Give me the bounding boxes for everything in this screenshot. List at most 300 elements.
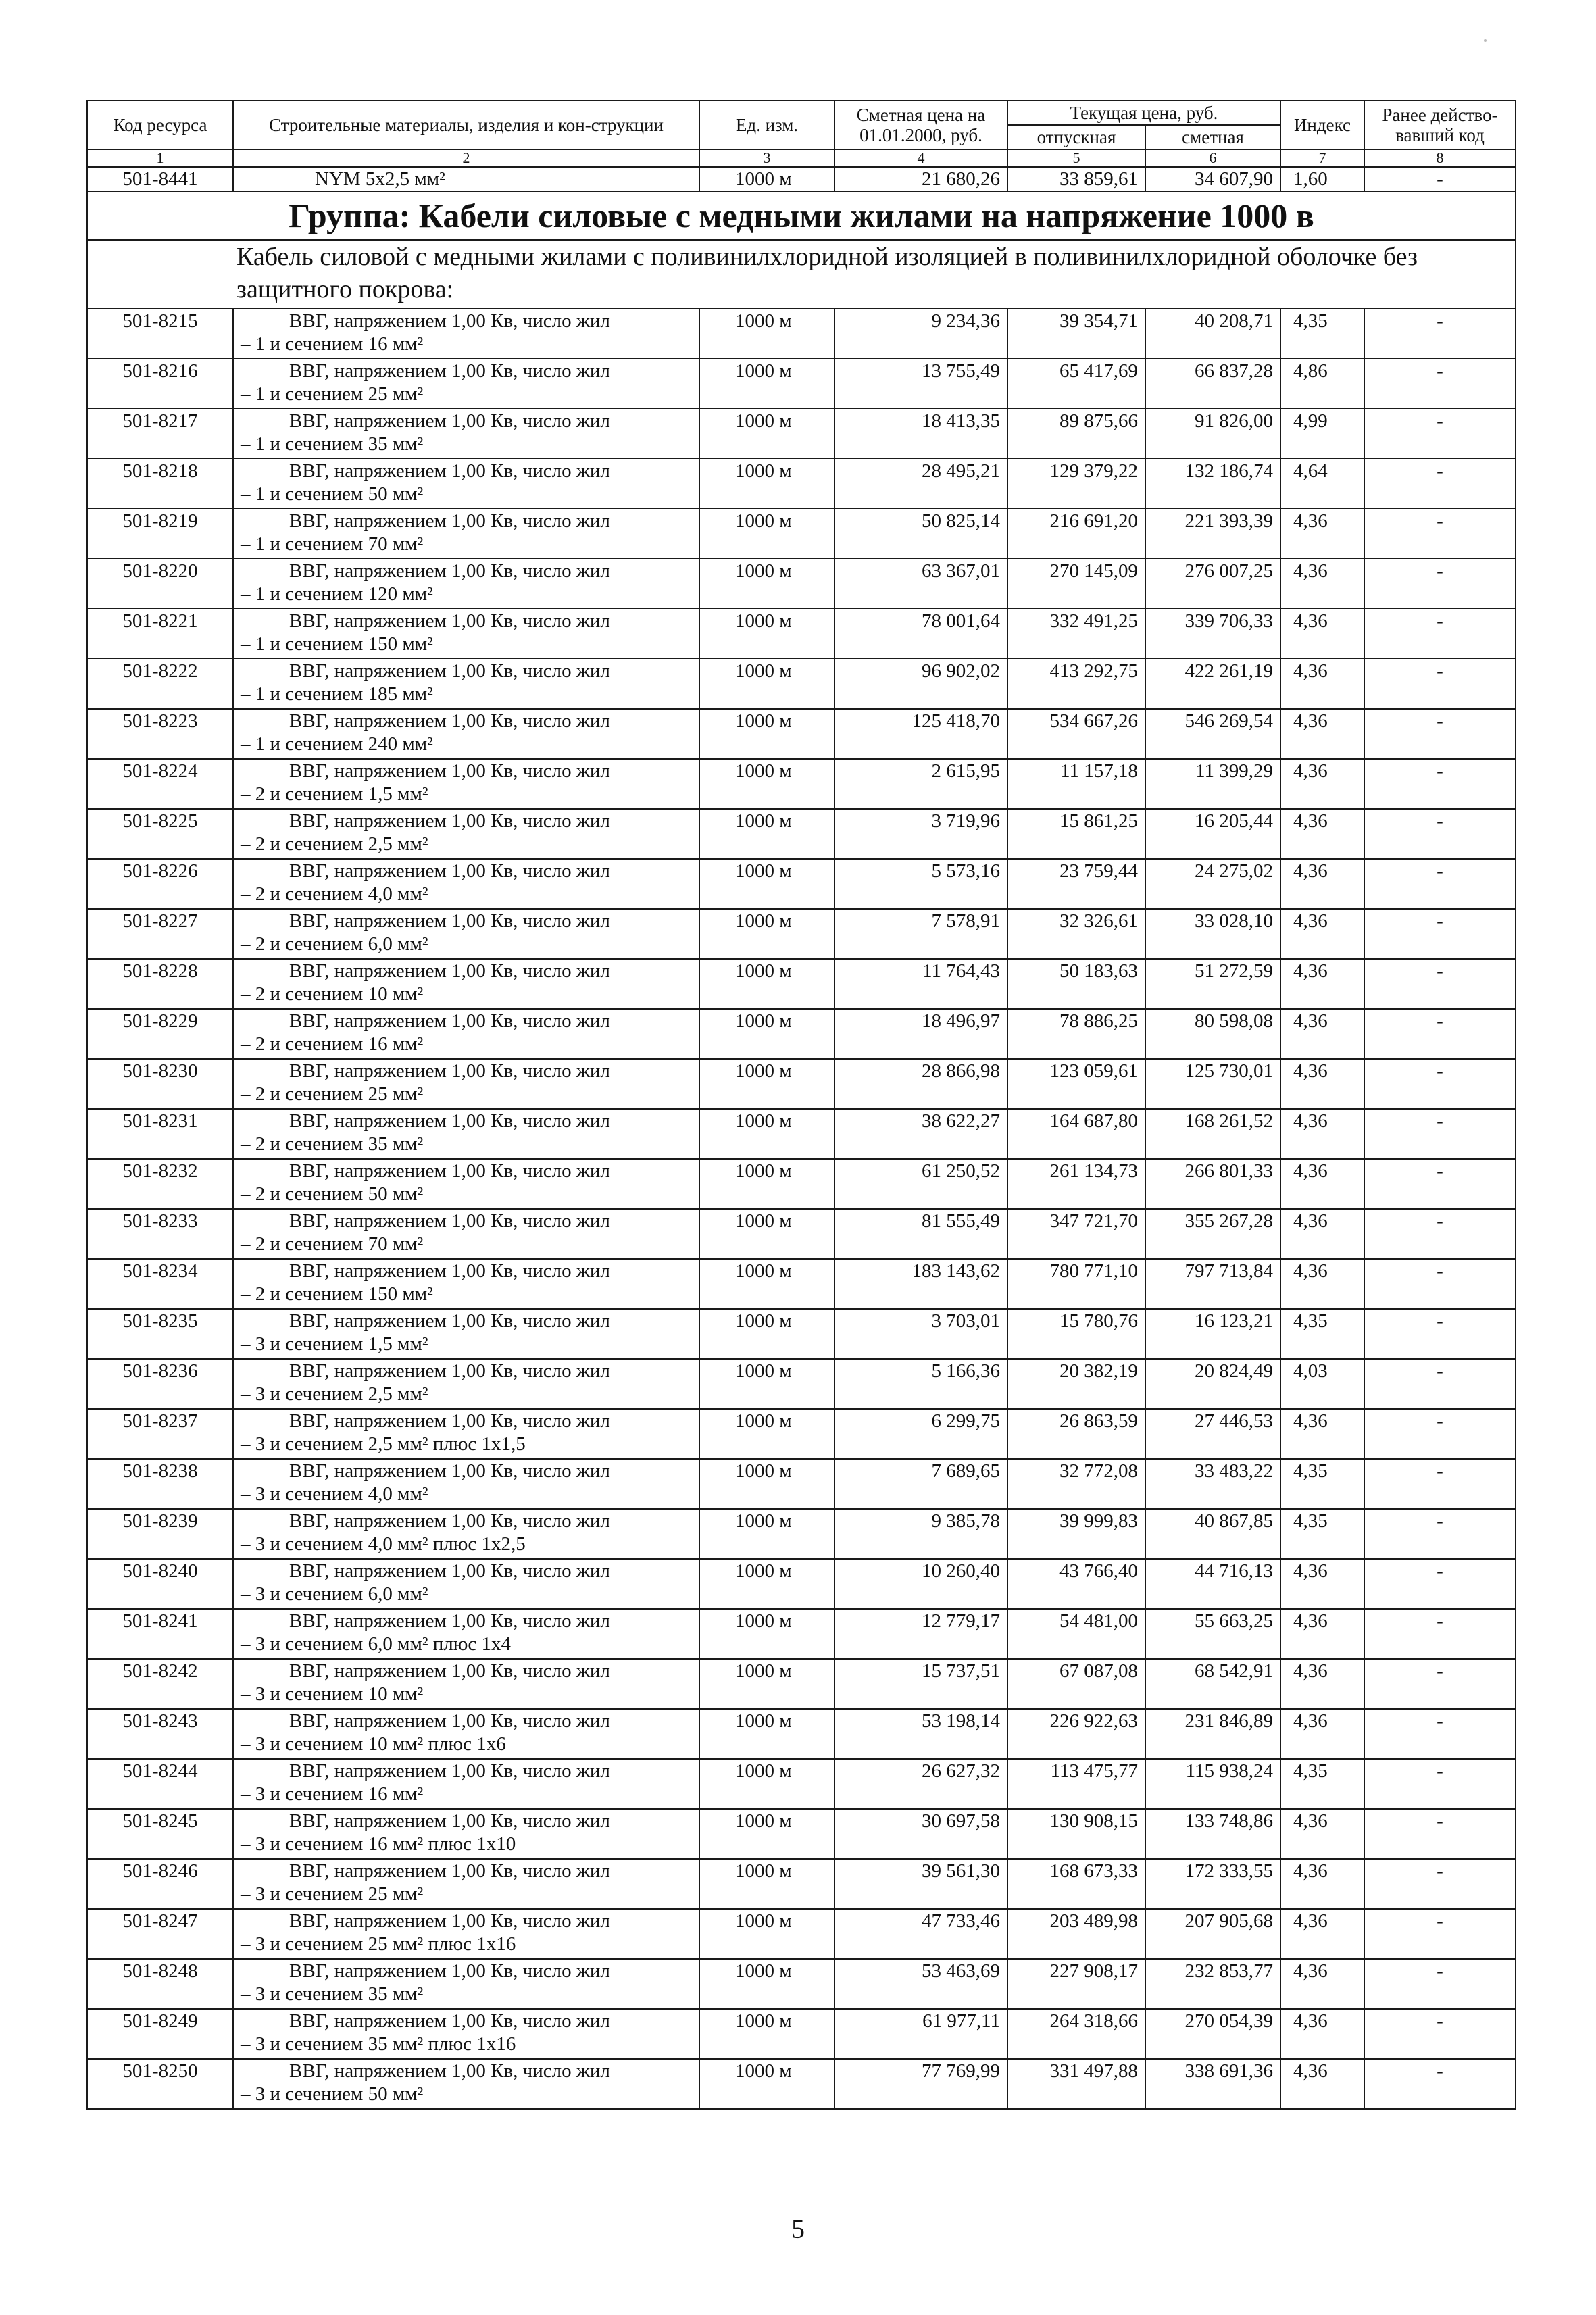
material-name-line1: ВВГ, напряжением 1,00 Кв, число жил bbox=[289, 1210, 610, 1232]
base-price: 53 198,14 bbox=[834, 1709, 1007, 1759]
material-name-line1: ВВГ, напряжением 1,00 Кв, число жил bbox=[289, 2060, 610, 2082]
price-index: 4,36 bbox=[1280, 559, 1364, 609]
release-price: 15 780,76 bbox=[1007, 1309, 1145, 1359]
unit: 1000 м bbox=[699, 1609, 834, 1659]
previous-code: - bbox=[1364, 1359, 1516, 1409]
table-row bbox=[87, 409, 1516, 459]
material-name-line2: – 2 и сечением 6,0 мм² bbox=[241, 933, 428, 955]
price-index: 4,36 bbox=[1280, 759, 1364, 809]
base-price: 5 573,16 bbox=[834, 859, 1007, 909]
base-price: 63 367,01 bbox=[834, 559, 1007, 609]
table-row bbox=[87, 309, 1516, 359]
price-index: 4,36 bbox=[1280, 959, 1364, 1009]
unit: 1000 м bbox=[699, 1109, 834, 1159]
base-price: 7 689,65 bbox=[834, 1459, 1007, 1509]
price-index: 4,64 bbox=[1280, 459, 1364, 509]
material-name bbox=[233, 1959, 699, 2009]
base-price: 81 555,49 bbox=[834, 1209, 1007, 1259]
release-price: 123 059,61 bbox=[1007, 1059, 1145, 1109]
release-price: 331 497,88 bbox=[1007, 2059, 1145, 2109]
base-price: 183 143,62 bbox=[834, 1259, 1007, 1309]
unit: 1000 м bbox=[699, 809, 834, 859]
material-name bbox=[233, 1409, 699, 1459]
previous-code: - bbox=[1364, 859, 1516, 909]
material-name-line2: – 2 и сечением 10 мм² bbox=[241, 983, 424, 1005]
estimate-price: 91 826,00 bbox=[1145, 409, 1280, 459]
unit: 1000 м bbox=[699, 1759, 834, 1809]
estimate-price: 339 706,33 bbox=[1145, 609, 1280, 659]
release-price: 216 691,20 bbox=[1007, 509, 1145, 559]
price-index: 4,36 bbox=[1280, 1909, 1364, 1959]
price-index: 4,35 bbox=[1280, 1759, 1364, 1809]
column-number: 7 bbox=[1280, 149, 1364, 167]
estimate-price: 11 399,29 bbox=[1145, 759, 1280, 809]
material-name-line2: – 3 и сечением 4,0 мм² bbox=[241, 1483, 428, 1505]
material-name-line1: ВВГ, напряжением 1,00 Кв, число жил bbox=[289, 1860, 610, 1882]
unit: 1000 м bbox=[699, 1209, 834, 1259]
base-price: 6 299,75 bbox=[834, 1409, 1007, 1459]
table-row bbox=[87, 609, 1516, 659]
material-name-line1: ВВГ, напряжением 1,00 Кв, число жил bbox=[289, 960, 610, 982]
unit: 1000 м bbox=[699, 1459, 834, 1509]
unit: 1000 м bbox=[699, 659, 834, 709]
material-name bbox=[233, 859, 699, 909]
previous-code: - bbox=[1364, 559, 1516, 609]
resource-code: 501-8227 bbox=[87, 909, 233, 959]
material-name bbox=[233, 609, 699, 659]
release-price: 780 771,10 bbox=[1007, 1259, 1145, 1309]
base-price: 28 495,21 bbox=[834, 459, 1007, 509]
table-row bbox=[87, 1359, 1516, 1409]
estimate-price: 338 691,36 bbox=[1145, 2059, 1280, 2109]
unit: 1000 м bbox=[699, 1509, 834, 1559]
table-row bbox=[87, 1559, 1516, 1609]
estimate-price: 34 607,90 bbox=[1145, 167, 1280, 191]
material-name bbox=[233, 1209, 699, 1259]
base-price: 77 769,99 bbox=[834, 2059, 1007, 2109]
resource-code: 501-8248 bbox=[87, 1959, 233, 2009]
material-name-line1: ВВГ, напряжением 1,00 Кв, число жил bbox=[289, 1260, 610, 1282]
price-index: 4,36 bbox=[1280, 1259, 1364, 1309]
material-name-line2: – 2 и сечением 150 мм² bbox=[241, 1283, 433, 1305]
material-name-line1: ВВГ, напряжением 1,00 Кв, число жил bbox=[289, 660, 610, 682]
material-name bbox=[233, 559, 699, 609]
material-name bbox=[233, 2059, 699, 2109]
group-title-row bbox=[87, 191, 1516, 240]
material-name-line2: – 1 и сечением 50 мм² bbox=[241, 483, 424, 505]
material-name-line2: – 1 и сечением 185 мм² bbox=[241, 683, 433, 705]
material-name bbox=[233, 1859, 699, 1909]
resource-code: 501-8228 bbox=[87, 959, 233, 1009]
resource-code: 501-8220 bbox=[87, 559, 233, 609]
unit: 1000 м bbox=[699, 959, 834, 1009]
release-price: 23 759,44 bbox=[1007, 859, 1145, 909]
header-base-price: Сметная цена на 01.01.2000, руб. bbox=[834, 101, 1007, 149]
material-name-line1: ВВГ, напряжением 1,00 Кв, число жил bbox=[289, 1460, 610, 1482]
material-name bbox=[233, 1109, 699, 1159]
material-name bbox=[233, 459, 699, 509]
resource-code: 501-8224 bbox=[87, 759, 233, 809]
previous-code: - bbox=[1364, 1859, 1516, 1909]
table-row bbox=[87, 1159, 1516, 1209]
previous-code: - bbox=[1364, 809, 1516, 859]
material-name-line2: – 1 и сечением 240 мм² bbox=[241, 733, 433, 755]
release-price: 164 687,80 bbox=[1007, 1109, 1145, 1159]
price-index: 4,36 bbox=[1280, 1809, 1364, 1859]
base-price: 96 902,02 bbox=[834, 659, 1007, 709]
material-name-line1: ВВГ, напряжением 1,00 Кв, число жил bbox=[289, 1360, 610, 1382]
unit: 1000 м bbox=[699, 909, 834, 959]
price-index: 4,36 bbox=[1280, 1059, 1364, 1109]
previous-code: - bbox=[1364, 1709, 1516, 1759]
estimate-price: 168 261,52 bbox=[1145, 1109, 1280, 1159]
unit: 1000 м bbox=[699, 167, 834, 191]
column-number: 8 bbox=[1364, 149, 1516, 167]
estimate-price: 266 801,33 bbox=[1145, 1159, 1280, 1209]
unit: 1000 м bbox=[699, 559, 834, 609]
release-price: 78 886,25 bbox=[1007, 1009, 1145, 1059]
estimate-price: 797 713,84 bbox=[1145, 1259, 1280, 1309]
header-current-price: Текущая цена, руб. bbox=[1007, 101, 1280, 125]
table-row bbox=[87, 559, 1516, 609]
material-name-line2: – 3 и сечением 10 мм² плюс 1х6 bbox=[241, 1733, 506, 1755]
material-name-line1: ВВГ, напряжением 1,00 Кв, число жил bbox=[289, 2010, 610, 2032]
estimate-price: 207 905,68 bbox=[1145, 1909, 1280, 1959]
unit: 1000 м bbox=[699, 1309, 834, 1359]
table-row bbox=[87, 1709, 1516, 1759]
previous-code: - bbox=[1364, 1809, 1516, 1859]
base-price: 61 250,52 bbox=[834, 1159, 1007, 1209]
resource-code: 501-8242 bbox=[87, 1659, 233, 1709]
table-row bbox=[87, 1909, 1516, 1959]
material-name-line2: – 3 и сечением 16 мм² плюс 1х10 bbox=[241, 1833, 516, 1855]
header-estimate-price: сметная bbox=[1145, 125, 1280, 149]
material-name-line2: – 3 и сечением 16 мм² bbox=[241, 1783, 424, 1805]
release-price: 270 145,09 bbox=[1007, 559, 1145, 609]
estimate-price: 546 269,54 bbox=[1145, 709, 1280, 759]
table-row bbox=[87, 809, 1516, 859]
estimate-price: 270 054,39 bbox=[1145, 2009, 1280, 2059]
previous-code: - bbox=[1364, 2059, 1516, 2109]
base-price: 26 627,32 bbox=[834, 1759, 1007, 1809]
previous-code: - bbox=[1364, 1509, 1516, 1559]
material-name-line1: ВВГ, напряжением 1,00 Кв, число жил bbox=[289, 1160, 610, 1182]
previous-code: - bbox=[1364, 509, 1516, 559]
release-price: 261 134,73 bbox=[1007, 1159, 1145, 1209]
unit: 1000 м bbox=[699, 1959, 834, 2009]
column-number: 5 bbox=[1007, 149, 1145, 167]
unit: 1000 м bbox=[699, 1659, 834, 1709]
material-name-line1: ВВГ, напряжением 1,00 Кв, число жил bbox=[289, 1910, 610, 1932]
price-index: 4,36 bbox=[1280, 909, 1364, 959]
price-index: 4,36 bbox=[1280, 809, 1364, 859]
resource-code: 501-8249 bbox=[87, 2009, 233, 2059]
base-price: 53 463,69 bbox=[834, 1959, 1007, 2009]
header-materials: Строительные материалы, изделия и кон-струкции bbox=[233, 101, 699, 149]
material-name bbox=[233, 1359, 699, 1409]
base-price: 38 622,27 bbox=[834, 1109, 1007, 1159]
unit: 1000 м bbox=[699, 2009, 834, 2059]
previous-code: - bbox=[1364, 709, 1516, 759]
table-row bbox=[87, 1309, 1516, 1359]
table-row bbox=[87, 659, 1516, 709]
estimate-price: 80 598,08 bbox=[1145, 1009, 1280, 1059]
material-name bbox=[233, 809, 699, 859]
price-index: 4,36 bbox=[1280, 1709, 1364, 1759]
group-title: Группа: Кабели силовые с медными жилами на напряжение 1000 в bbox=[87, 191, 1516, 240]
previous-code: - bbox=[1364, 909, 1516, 959]
price-index: 4,36 bbox=[1280, 1009, 1364, 1059]
resource-code: 501-8241 bbox=[87, 1609, 233, 1659]
material-name bbox=[233, 1559, 699, 1609]
previous-code: - bbox=[1364, 359, 1516, 409]
price-index: 4,03 bbox=[1280, 1359, 1364, 1409]
release-price: 203 489,98 bbox=[1007, 1909, 1145, 1959]
price-index: 4,36 bbox=[1280, 659, 1364, 709]
release-price: 33 859,61 bbox=[1007, 167, 1145, 191]
header-previous-code: Ранее действо-вавший код bbox=[1364, 101, 1516, 149]
header-release-price: отпускная bbox=[1007, 125, 1145, 149]
material-name-line2: – 1 и сечением 35 мм² bbox=[241, 433, 424, 455]
release-price: 39 354,71 bbox=[1007, 309, 1145, 359]
table-row bbox=[87, 1759, 1516, 1809]
resource-code: 501-8238 bbox=[87, 1459, 233, 1509]
page-number: 5 bbox=[791, 2214, 805, 2244]
previous-code: - bbox=[1364, 1309, 1516, 1359]
estimate-price: 16 123,21 bbox=[1145, 1309, 1280, 1359]
table-row bbox=[87, 1959, 1516, 2009]
base-price: 47 733,46 bbox=[834, 1909, 1007, 1959]
resource-code: 501-8232 bbox=[87, 1159, 233, 1209]
release-price: 413 292,75 bbox=[1007, 659, 1145, 709]
table-row bbox=[87, 2009, 1516, 2059]
base-price: 15 737,51 bbox=[834, 1659, 1007, 1709]
unit: 1000 м bbox=[699, 359, 834, 409]
material-name-line1: ВВГ, напряжением 1,00 Кв, число жил bbox=[289, 1510, 610, 1532]
release-price: 89 875,66 bbox=[1007, 409, 1145, 459]
release-price: 347 721,70 bbox=[1007, 1209, 1145, 1259]
resource-code: 501-8247 bbox=[87, 1909, 233, 1959]
estimate-price: 44 716,13 bbox=[1145, 1559, 1280, 1609]
base-price: 50 825,14 bbox=[834, 509, 1007, 559]
header-unit: Ед. изм. bbox=[699, 101, 834, 149]
material-name bbox=[233, 1009, 699, 1059]
unit: 1000 м bbox=[699, 859, 834, 909]
release-price: 534 667,26 bbox=[1007, 709, 1145, 759]
estimate-price: 68 542,91 bbox=[1145, 1659, 1280, 1709]
price-index: 4,36 bbox=[1280, 1559, 1364, 1609]
material-name-line2: – 3 и сечением 10 мм² bbox=[241, 1683, 424, 1705]
material-name-line2: – 2 и сечением 1,5 мм² bbox=[241, 783, 428, 805]
previous-code: - bbox=[1364, 1959, 1516, 2009]
material-name-line2: – 2 и сечением 25 мм² bbox=[241, 1083, 424, 1105]
table-row bbox=[87, 1009, 1516, 1059]
table-row bbox=[87, 1059, 1516, 1109]
unit: 1000 м bbox=[699, 1059, 834, 1109]
material-name bbox=[233, 2009, 699, 2059]
material-name-line1: ВВГ, напряжением 1,00 Кв, число жил bbox=[289, 1110, 610, 1132]
base-price: 11 764,43 bbox=[834, 959, 1007, 1009]
resource-code: 501-8226 bbox=[87, 859, 233, 909]
material-name-line2: – 3 и сечением 4,0 мм² плюс 1х2,5 bbox=[241, 1533, 526, 1555]
base-price: 21 680,26 bbox=[834, 167, 1007, 191]
price-index: 4,36 bbox=[1280, 2059, 1364, 2109]
material-name bbox=[233, 509, 699, 559]
price-index: 4,36 bbox=[1280, 509, 1364, 559]
release-price: 332 491,25 bbox=[1007, 609, 1145, 659]
price-index: 4,36 bbox=[1280, 2009, 1364, 2059]
price-index: 4,36 bbox=[1280, 1859, 1364, 1909]
column-number: 3 bbox=[699, 149, 834, 167]
previous-code: - bbox=[1364, 459, 1516, 509]
unit: 1000 м bbox=[699, 709, 834, 759]
table-row bbox=[87, 167, 1516, 191]
table-row bbox=[87, 909, 1516, 959]
material-name-line1: ВВГ, напряжением 1,00 Кв, число жил bbox=[289, 1710, 610, 1732]
estimate-price: 231 846,89 bbox=[1145, 1709, 1280, 1759]
material-name-line1: ВВГ, напряжением 1,00 Кв, число жил bbox=[289, 560, 610, 582]
price-index: 4,36 bbox=[1280, 1159, 1364, 1209]
price-index: 4,36 bbox=[1280, 1409, 1364, 1459]
material-name-line2: – 3 и сечением 2,5 мм² bbox=[241, 1383, 428, 1405]
previous-code: - bbox=[1364, 1559, 1516, 1609]
release-price: 50 183,63 bbox=[1007, 959, 1145, 1009]
material-name-line1: ВВГ, напряжением 1,00 Кв, число жил bbox=[289, 610, 610, 632]
material-name bbox=[233, 909, 699, 959]
estimate-price: 66 837,28 bbox=[1145, 359, 1280, 409]
material-name-line1: ВВГ, напряжением 1,00 Кв, число жил bbox=[289, 360, 610, 382]
material-name bbox=[233, 1909, 699, 1959]
material-name bbox=[233, 1809, 699, 1859]
resource-code: 501-8233 bbox=[87, 1209, 233, 1259]
unit: 1000 м bbox=[699, 1559, 834, 1609]
resource-code: 501-8221 bbox=[87, 609, 233, 659]
resource-code: 501-8235 bbox=[87, 1309, 233, 1359]
resource-code: 501-8237 bbox=[87, 1409, 233, 1459]
base-price: 12 779,17 bbox=[834, 1609, 1007, 1659]
previous-code: - bbox=[1364, 1209, 1516, 1259]
release-price: 130 908,15 bbox=[1007, 1809, 1145, 1859]
previous-code: - bbox=[1364, 1909, 1516, 1959]
release-price: 65 417,69 bbox=[1007, 359, 1145, 409]
base-price: 39 561,30 bbox=[834, 1859, 1007, 1909]
unit: 1000 м bbox=[699, 459, 834, 509]
estimate-price: 232 853,77 bbox=[1145, 1959, 1280, 2009]
previous-code: - bbox=[1364, 1409, 1516, 1459]
price-index: 4,36 bbox=[1280, 709, 1364, 759]
price-table-page bbox=[86, 100, 1515, 2110]
table-row bbox=[87, 1209, 1516, 1259]
material-name bbox=[233, 409, 699, 459]
estimate-price: 40 867,85 bbox=[1145, 1509, 1280, 1559]
column-number: 2 bbox=[233, 149, 699, 167]
price-index: 4,36 bbox=[1280, 1109, 1364, 1159]
price-index: 4,35 bbox=[1280, 1309, 1364, 1359]
unit: 1000 м bbox=[699, 1709, 834, 1759]
price-index: 4,36 bbox=[1280, 859, 1364, 909]
resource-code: 501-8239 bbox=[87, 1509, 233, 1559]
material-name bbox=[233, 759, 699, 809]
estimate-price: 125 730,01 bbox=[1145, 1059, 1280, 1109]
material-name-line1: ВВГ, напряжением 1,00 Кв, число жил bbox=[289, 1660, 610, 1682]
table-row bbox=[87, 1809, 1516, 1859]
material-name-line2: – 1 и сечением 25 мм² bbox=[241, 383, 424, 405]
material-name-line1: ВВГ, напряжением 1,00 Кв, число жил bbox=[289, 310, 610, 332]
base-price: 30 697,58 bbox=[834, 1809, 1007, 1859]
material-name-line1: ВВГ, напряжением 1,00 Кв, число жил bbox=[289, 510, 610, 532]
estimate-price: 133 748,86 bbox=[1145, 1809, 1280, 1859]
unit: 1000 м bbox=[699, 1359, 834, 1409]
release-price: 32 326,61 bbox=[1007, 909, 1145, 959]
table-row bbox=[87, 959, 1516, 1009]
resource-code: 501-8223 bbox=[87, 709, 233, 759]
subgroup-title: Кабель силовой с медными жилами с поливинилхлоридной изоляцией в поливинилхлоридной оболочке без защитного покрова: bbox=[87, 240, 1516, 309]
estimate-price: 355 267,28 bbox=[1145, 1209, 1280, 1259]
material-name-line1: ВВГ, напряжением 1,00 Кв, число жил bbox=[289, 1060, 610, 1082]
base-price: 3 703,01 bbox=[834, 1309, 1007, 1359]
table-row bbox=[87, 1259, 1516, 1309]
material-name-line1: ВВГ, напряжением 1,00 Кв, число жил bbox=[289, 1760, 610, 1782]
base-price: 2 615,95 bbox=[834, 759, 1007, 809]
release-price: 264 318,66 bbox=[1007, 2009, 1145, 2059]
previous-code: - bbox=[1364, 759, 1516, 809]
release-price: 15 861,25 bbox=[1007, 809, 1145, 859]
base-price: 5 166,36 bbox=[834, 1359, 1007, 1409]
estimate-price: 24 275,02 bbox=[1145, 859, 1280, 909]
base-price: 18 413,35 bbox=[834, 409, 1007, 459]
material-name bbox=[233, 959, 699, 1009]
previous-code: - bbox=[1364, 167, 1516, 191]
price-index: 1,60 bbox=[1280, 167, 1364, 191]
estimate-price: 55 663,25 bbox=[1145, 1609, 1280, 1659]
base-price: 10 260,40 bbox=[834, 1559, 1007, 1609]
material-name bbox=[233, 1509, 699, 1559]
price-index: 4,99 bbox=[1280, 409, 1364, 459]
table-row bbox=[87, 1609, 1516, 1659]
material-name-line1: ВВГ, напряжением 1,00 Кв, число жил bbox=[289, 1560, 610, 1582]
material-name bbox=[233, 309, 699, 359]
estimate-price: 221 393,39 bbox=[1145, 509, 1280, 559]
material-name bbox=[233, 1709, 699, 1759]
table-row bbox=[87, 509, 1516, 559]
resource-code: 501-8250 bbox=[87, 2059, 233, 2109]
material-name-line2: – 3 и сечением 6,0 мм² bbox=[241, 1583, 428, 1605]
resource-code: 501-8225 bbox=[87, 809, 233, 859]
release-price: 54 481,00 bbox=[1007, 1609, 1145, 1659]
previous-code: - bbox=[1364, 1609, 1516, 1659]
resource-code: 501-8219 bbox=[87, 509, 233, 559]
table-row bbox=[87, 1409, 1516, 1459]
previous-code: - bbox=[1364, 409, 1516, 459]
resource-code: 501-8216 bbox=[87, 359, 233, 409]
material-name-line2: – 2 и сечением 2,5 мм² bbox=[241, 833, 428, 855]
material-name-line1: ВВГ, напряжением 1,00 Кв, число жил bbox=[289, 1960, 610, 1982]
base-price: 9 234,36 bbox=[834, 309, 1007, 359]
header-index: Индекс bbox=[1280, 101, 1364, 149]
table-header bbox=[87, 101, 1516, 167]
estimate-price: 33 483,22 bbox=[1145, 1459, 1280, 1509]
table-body bbox=[87, 167, 1516, 2109]
price-index: 4,35 bbox=[1280, 1459, 1364, 1509]
material-name-line1: ВВГ, напряжением 1,00 Кв, число жил bbox=[289, 860, 610, 882]
table-row bbox=[87, 759, 1516, 809]
estimate-price: 422 261,19 bbox=[1145, 659, 1280, 709]
material-name-line1: ВВГ, напряжением 1,00 Кв, число жил bbox=[289, 1610, 610, 1632]
price-index: 4,86 bbox=[1280, 359, 1364, 409]
material-name-line2: – 3 и сечением 1,5 мм² bbox=[241, 1333, 428, 1355]
material-name-line2: – 1 и сечением 150 мм² bbox=[241, 633, 433, 655]
release-price: 32 772,08 bbox=[1007, 1459, 1145, 1509]
